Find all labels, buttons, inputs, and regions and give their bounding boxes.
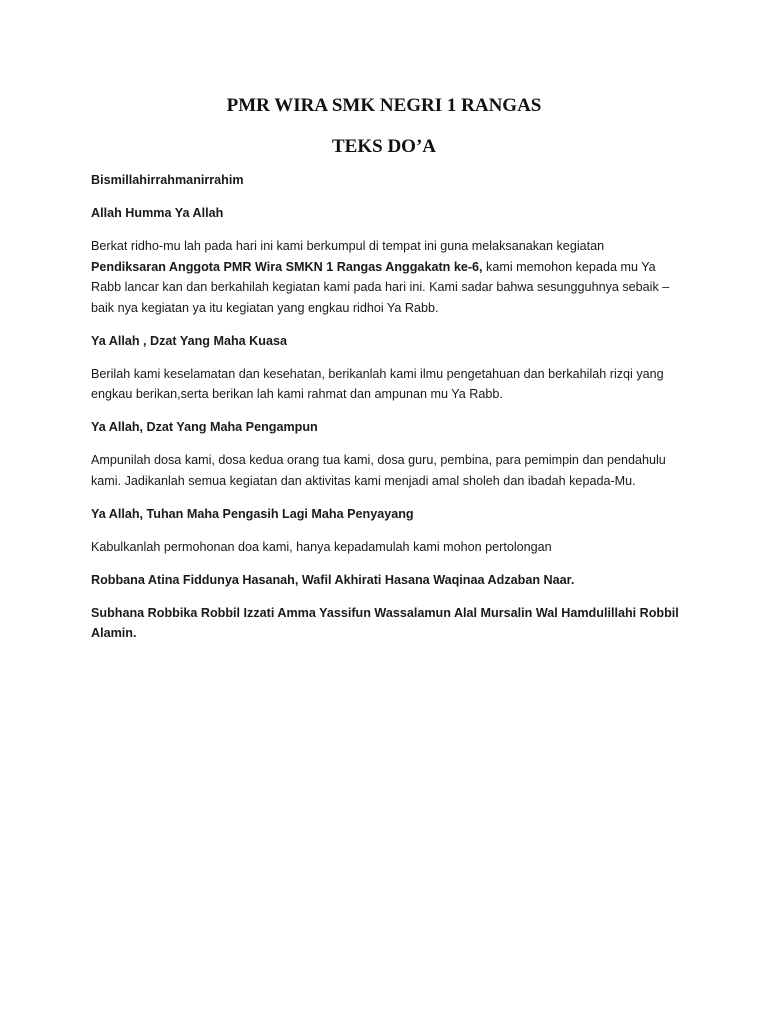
paragraph-berkat <box>91 236 681 318</box>
page-title: PMR WIRA SMK NEGRI 1 RANGAS <box>226 95 542 116</box>
paragraph-berkat-end: kami memohon kepada mu Ya Rabb lancar kan dan berkahilah kegiatan kami pada hari ini. Kami sadar bahwa sesungguhnya sebaik – baik nya kegiatan ya itu kegiatan yang engkau ridhoi Ya Rabb. <box>91 259 670 315</box>
heading-maha-pengasih: Ya Allah, Tuhan Maha Pengasih Lagi Maha Penyayang <box>91 506 414 521</box>
paragraph-kabulkanlah: Kabulkanlah permohonan doa kami, hanya kepadamulah kami mohon pertolongan <box>91 539 552 554</box>
paragraph-berilah: Berilah kami keselamatan dan kesehatan, berikanlah kami ilmu pengetahuan dan berkahilah rizqi yang engkau berikan,serta berikan lah kami rahmat dan ampunan mu Ya Rabb. <box>91 366 664 401</box>
page-subtitle: TEKS DO’A <box>332 136 436 157</box>
paragraph-ampunilah: Ampunilah dosa kami, dosa kedua orang tua kami, dosa guru, pembina, para pemimpin dan pendahulu kami. Jadikanlah semua kegiatan dan aktivitas kami menjadi amal sholeh dan ibadah kepada-Mu. <box>91 453 666 488</box>
prayer-text <box>91 170 681 656</box>
paragraph-subhana: Subhana Robbika Robbil Izzati Amma Yassifun Wassalamun Alal Mursalin Wal Hamdulillahi Robbil Alamin. <box>91 605 679 640</box>
paragraph-robbana: Robbana Atina Fiddunya Hasanah, Wafil Akhirati Hasana Waqinaa Adzaban Naar. <box>91 572 575 587</box>
paragraph-berkat-bold: Pendiksaran Anggota PMR Wira SMKN 1 Rangas Anggakatn ke-6, <box>91 259 483 274</box>
heading-maha-kuasa: Ya Allah , Dzat Yang Maha Kuasa <box>91 333 287 348</box>
opening-line: Bismillahirrahmanirrahim <box>91 173 244 187</box>
heading-maha-pengampun: Ya Allah, Dzat Yang Maha Pengampun <box>91 420 318 434</box>
paragraph-berkat-start: Berkat ridho-mu lah pada hari ini kami berkumpul di tempat ini guna melaksanakan kegiatan <box>91 239 605 253</box>
heading-allah-humma: Allah Humma Ya Allah <box>91 206 224 220</box>
